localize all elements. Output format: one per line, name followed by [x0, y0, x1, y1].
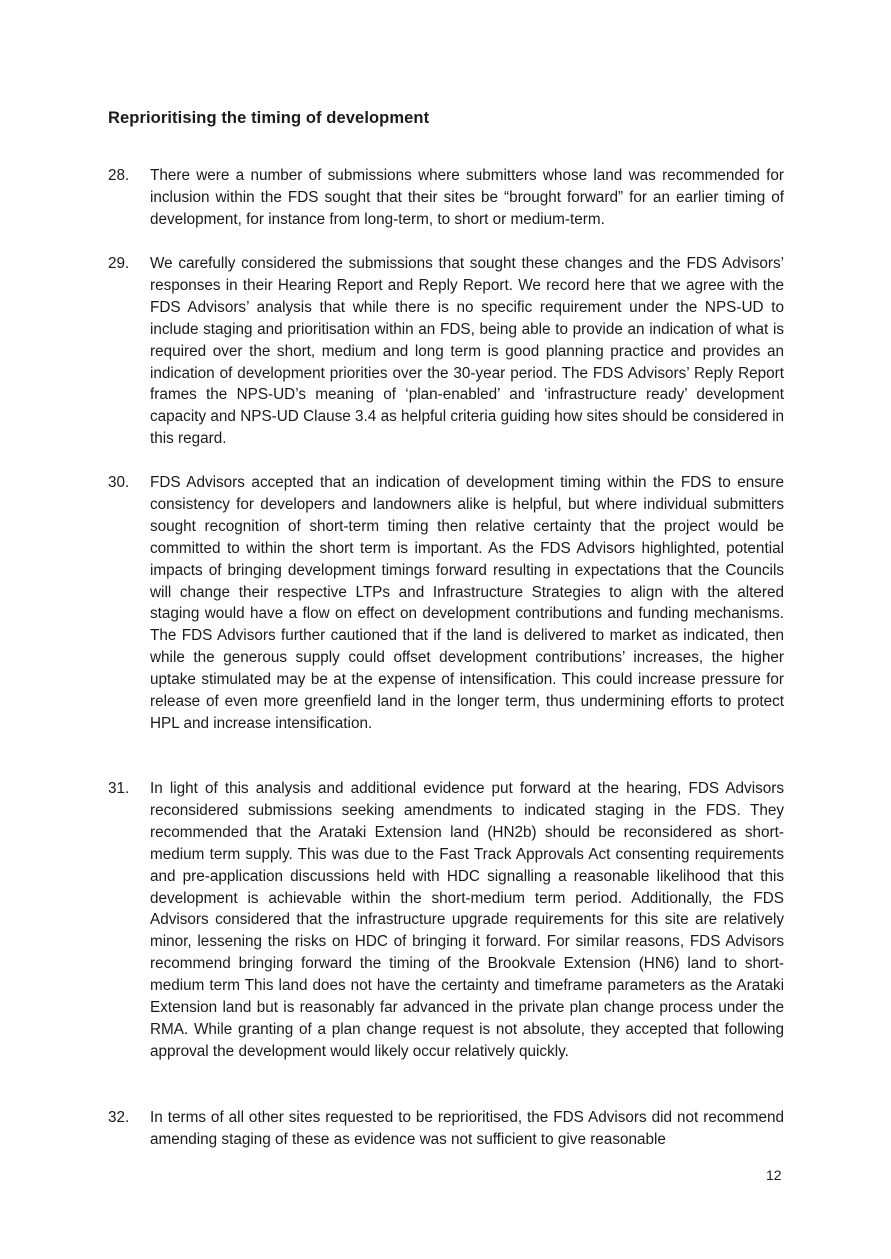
paragraph-32 — [108, 1107, 784, 1151]
paragraph-text: FDS Advisors accepted that an indication of development timing within the FDS to ensure consistency for developers and landowners alike is helpful, but where individual submitters sought recognition of short-term timing then relative certainty that the project would be committed to within the short term is important. As the FDS Advisors highlighted, potential impacts of bringing development timings forward resulting in expectations that the Councils will change their respective LTPs and Infrastructure Strategies to align with the altered staging would have a flow on effect on development contributions and funding mechanisms. The FDS Advisors further cautioned that if the land is delivered to market as indicated, then while the generous supply could offset development contributions’ increases, the higher uptake stimulated may be at the expense of intensification. This could increase pressure for release of even more greenfield land in the longer term, thus undermining efforts to protect HPL and increase intensification. — [150, 474, 784, 732]
paragraph-text: In terms of all other sites requested to be reprioritised, the FDS Advisors did not recommend amending staging of these as evidence was not sufficient to give reasonable — [150, 1109, 784, 1148]
paragraph-30 — [108, 472, 784, 735]
paragraph-number: 31. — [108, 780, 130, 797]
paragraph-31 — [108, 778, 784, 1063]
section-heading: Reprioritising the timing of development — [108, 109, 430, 127]
paragraph-29 — [108, 253, 784, 450]
paragraph-number: 32. — [108, 1109, 130, 1126]
paragraph-number: 30. — [108, 474, 130, 491]
paragraph-text: In light of this analysis and additional evidence put forward at the hearing, FDS Advisors reconsidered submissions seeking amendments to indicated staging in the FDS. They recommended that the Arataki Extension land (HN2b) should be reconsidered as short-medium term supply. This was due to the Fast Track Approvals Act consenting requirements and pre-application discussions held with HDC signalling a reasonable likelihood that this development is achievable within the short-medium term period. Additionally, the FDS Advisors considered that the infrastructure upgrade requirements for this site are relatively minor, lessening the risks on HDC of bringing it forward. For similar reasons, FDS Advisors recommend bringing forward the timing of the Brookvale Extension (HN6) land to short-medium term This land does not have the certainty and timeframe parameters as the Arataki Extension land but is reasonably far advanced in the private plan change process under the RMA. While granting of a plan change request is not absolute, they accepted that following approval the development would likely occur relatively quickly. — [150, 780, 784, 1060]
paragraph-text: There were a number of submissions where submitters whose land was recommended for inclusion within the FDS sought that their sites be “brought forward” for an earlier timing of development, for instance from long-term, to short or medium-term. — [150, 167, 784, 228]
page-number: 12 — [766, 1167, 782, 1183]
paragraph-number: 29. — [108, 255, 130, 272]
paragraph-text: We carefully considered the submissions that sought these changes and the FDS Advisors’ responses in their Hearing Report and Reply Report. We record here that we agree with the FDS Advisors’ analysis that while there is no specific requirement under the NPS-UD to include staging and prioritisation within an FDS, being able to provide an indication of what is required over the short, medium and long term is good planning practice and provides an indication of development priorities over the 30-year period. The FDS Advisors’ Reply Report frames the NPS-UD’s meaning of ‘plan-enabled’ and ‘infrastructure ready’ development capacity and NPS-UD Clause 3.4 as helpful criteria guiding how sites should be considered in this regard. — [150, 255, 784, 448]
paragraph-28 — [108, 165, 784, 231]
paragraph-number: 28. — [108, 167, 130, 184]
